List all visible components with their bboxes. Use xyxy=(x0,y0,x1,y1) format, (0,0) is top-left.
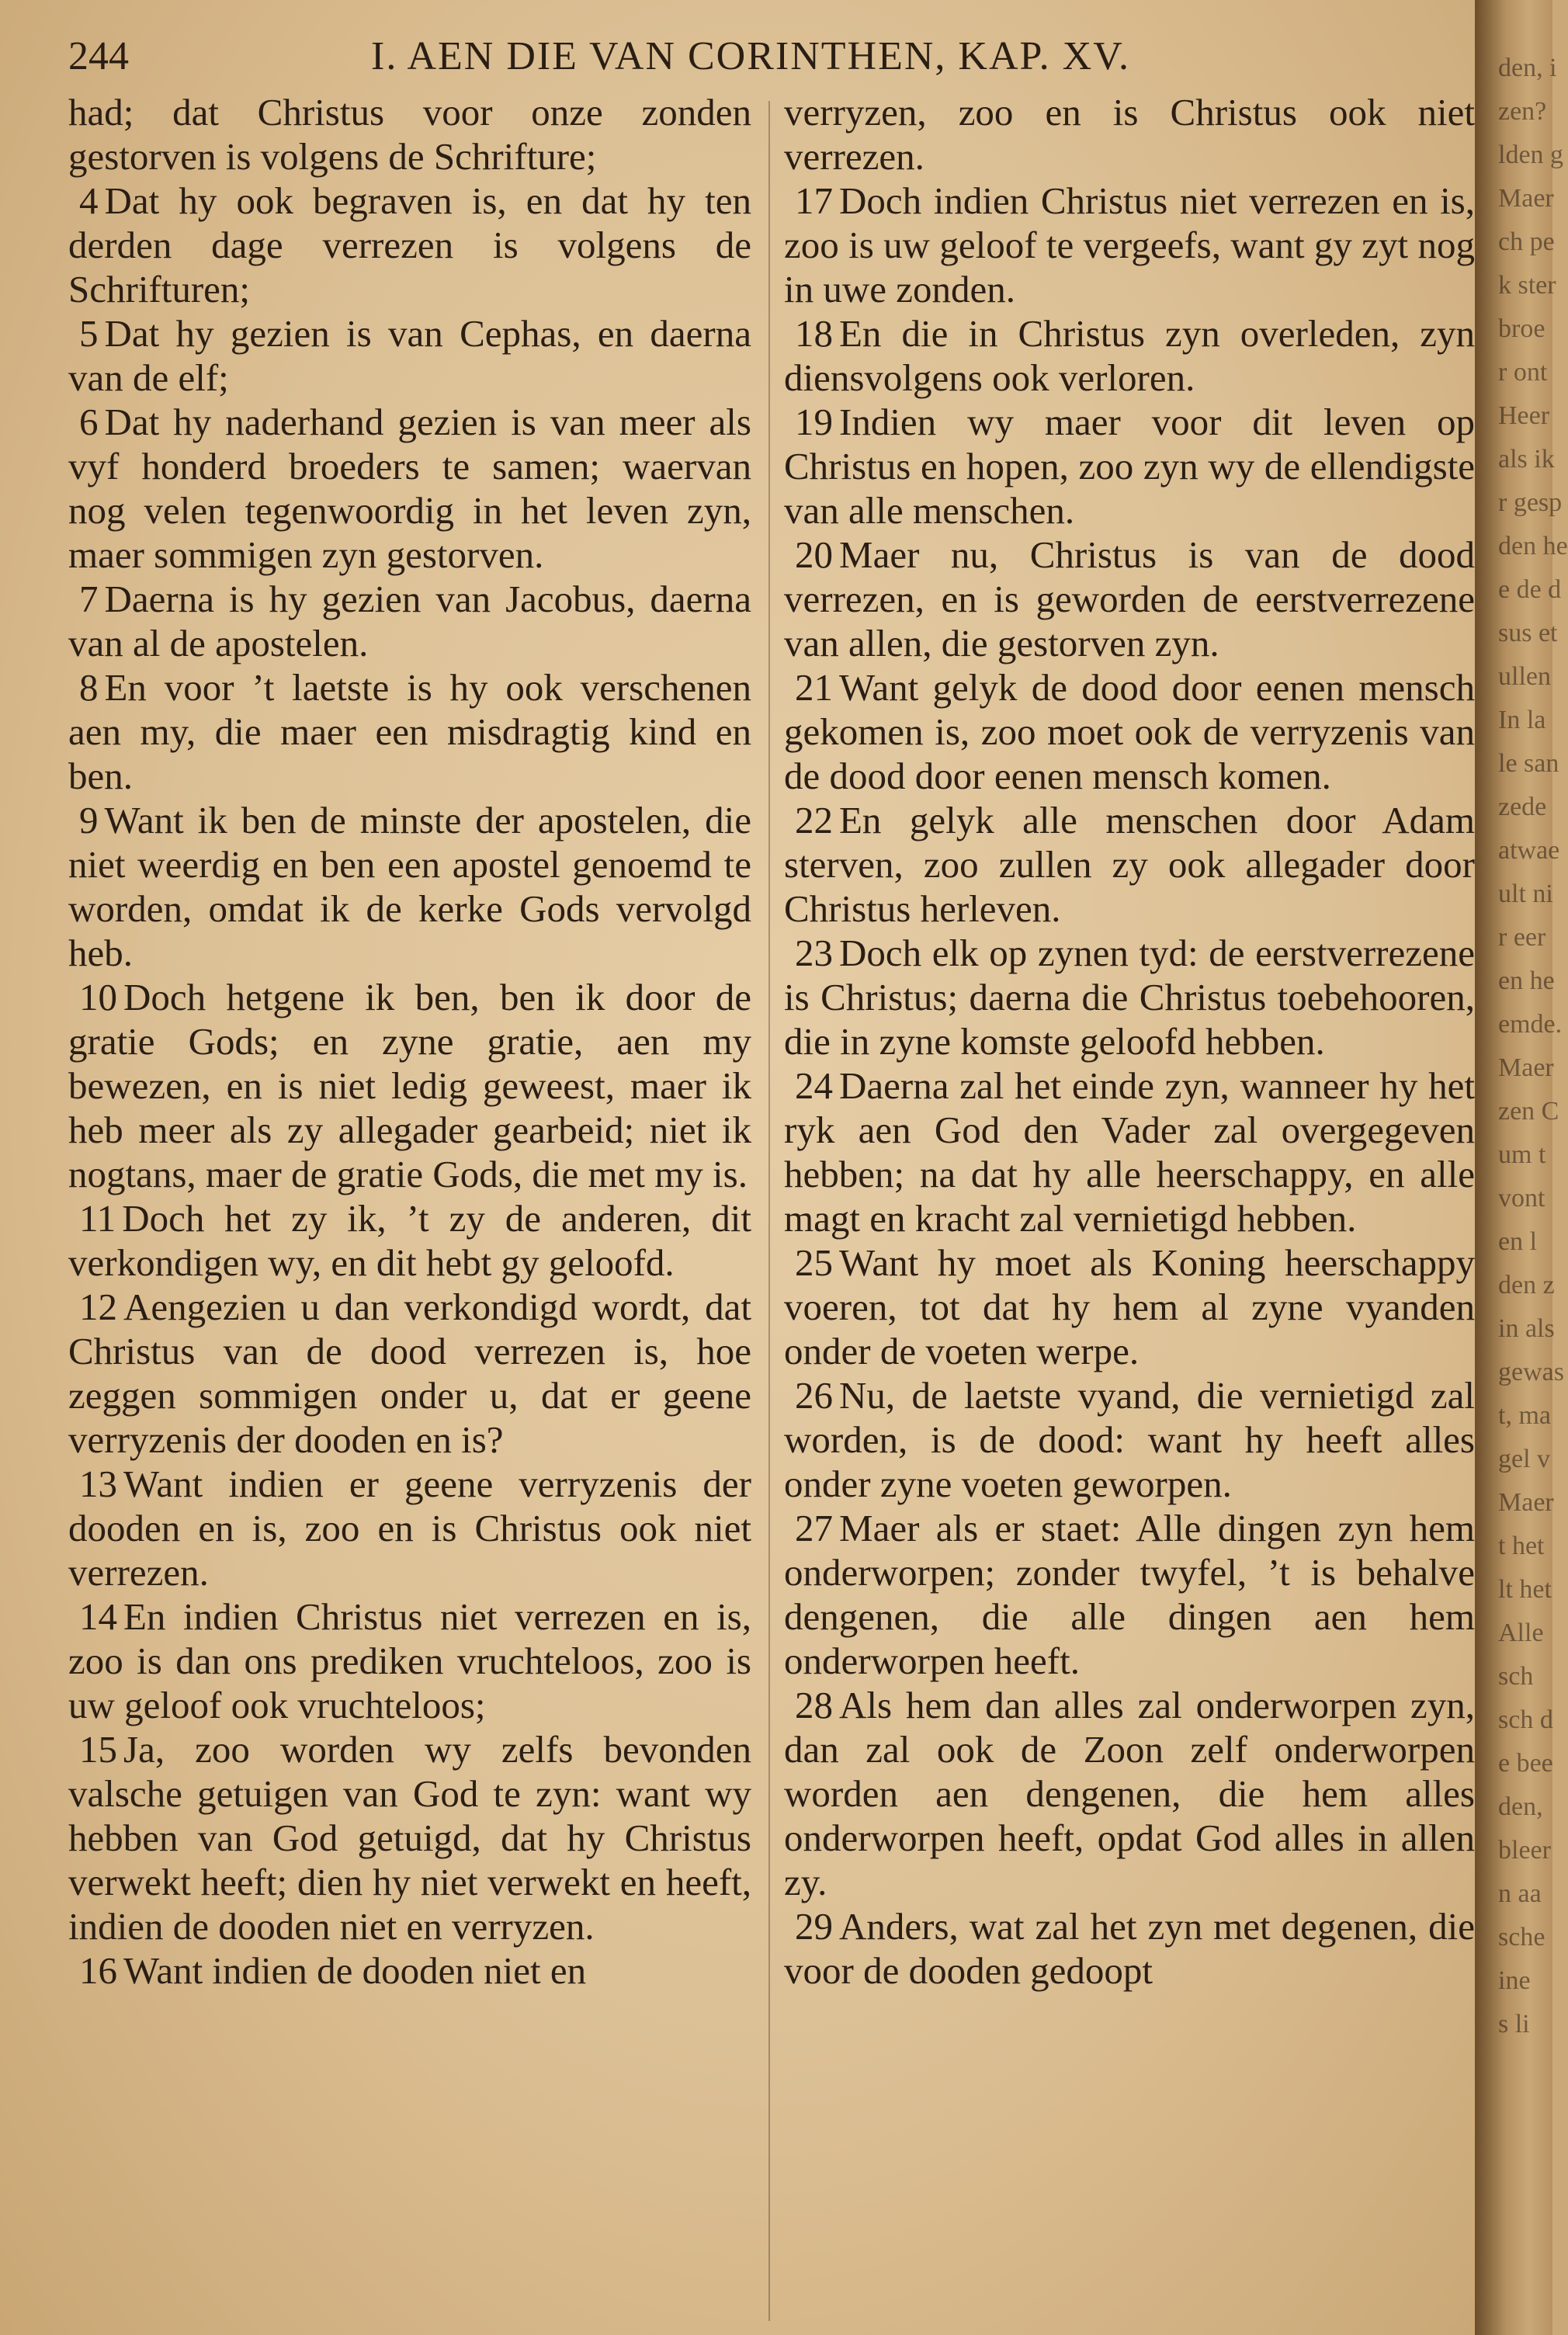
bleed-fragment: den he xyxy=(1498,532,1568,560)
verse-text: Ja, zoo worden wy zelfs bevonden valsche getuigen van God te zyn: want wy hebben van God getuigd, dat hy Christus verwekt heeft; dien hy niet verwekt en heeft, indien de dooden niet en verryzen. xyxy=(68,1728,751,1948)
verse xyxy=(68,975,751,1196)
verse xyxy=(784,1063,1475,1240)
verse-text: Daerna is hy gezien van Jacobus, daerna van al de apostelen. xyxy=(68,578,751,664)
verse-text: had; dat Christus voor onze zonden gestorven is volgens de Schrifture; xyxy=(68,91,751,178)
verse xyxy=(784,1683,1475,1904)
verse-number: 16 xyxy=(79,1949,117,1992)
verse-text: En voor ’t laetste is hy ook verschenen aen my, die maer een misdragtig kind en ben. xyxy=(68,666,751,797)
bleed-fragment: t, ma xyxy=(1498,1401,1551,1430)
bleed-fragment: den, i xyxy=(1498,54,1557,82)
bleed-fragment: n aa xyxy=(1498,1879,1542,1908)
verse-number: 22 xyxy=(795,799,833,841)
bleed-fragment: sus et xyxy=(1498,619,1558,647)
verse-text: En gelyk alle menschen door Adam sterven, zoo zullen zy ook allegader door Christus herleven. xyxy=(784,799,1475,930)
verse-text: Anders, wat zal het zyn met degenen, die voor de dooden gedoopt xyxy=(784,1905,1475,1992)
bleed-fragment: lden g xyxy=(1498,141,1564,169)
left-column xyxy=(68,90,751,1993)
verse-number: 26 xyxy=(795,1374,833,1417)
bleed-fragment: e bee xyxy=(1498,1749,1553,1778)
bleed-fragment: In la xyxy=(1498,706,1546,734)
bleed-fragment: en he xyxy=(1498,966,1555,995)
bleed-fragment: sch xyxy=(1498,1662,1534,1691)
bleed-fragment: bleer xyxy=(1498,1836,1551,1865)
verse-text: Want indien de dooden niet en xyxy=(123,1949,587,1992)
bleed-fragment: vont xyxy=(1498,1184,1545,1213)
verse xyxy=(784,1373,1475,1506)
bleed-fragment: r ont xyxy=(1498,358,1548,387)
verse-text: Daerna zal het einde zyn, wanneer hy het ryk aen God den Vader zal overgegeven hebben; na dat hy alle heerschappy, en alle magt en kracht zal vernietigd hebben. xyxy=(784,1064,1475,1240)
verse xyxy=(784,533,1475,665)
verse xyxy=(68,577,751,665)
verse-text: Doch het zy ik, ’t zy de anderen, dit verkondigen wy, en dit hebt gy geloofd. xyxy=(68,1197,751,1284)
verse-number: 6 xyxy=(79,401,99,443)
verse xyxy=(68,1462,751,1594)
verse-text: Maer nu, Christus is van de dood verrezen, en is geworden de eerstverrezene van allen, die gestorven zyn. xyxy=(784,533,1475,664)
bleed-fragment: ult ni xyxy=(1498,880,1553,908)
bleed-fragment: als ik xyxy=(1498,445,1555,474)
verse-text: Dat hy ook begraven is, en dat hy ten derden dage verrezen is volgens de Schrifturen; xyxy=(68,179,751,311)
verse xyxy=(784,311,1475,400)
bleed-fragment: sch d xyxy=(1498,1705,1553,1734)
bleed-fragment: den z xyxy=(1498,1271,1555,1299)
bleed-fragment: s li xyxy=(1498,2010,1530,2038)
verse xyxy=(784,931,1475,1063)
verse xyxy=(68,400,751,577)
bleed-fragment: lt het xyxy=(1498,1575,1552,1604)
page-header xyxy=(68,29,1473,84)
bleed-fragment: ullen xyxy=(1498,662,1551,691)
verse xyxy=(784,1240,1475,1373)
bleed-fragment: in als xyxy=(1498,1314,1555,1343)
verse-text: Als hem dan alles zal onderworpen zyn, dan zal ook de Zoon zelf onderworpen worden aen dengenen, die hem alles onderworpen heeft, opdat God alles in allen zy. xyxy=(784,1684,1475,1903)
verse xyxy=(68,1594,751,1727)
column-divider xyxy=(768,101,770,2321)
verse xyxy=(68,311,751,400)
verse-text: Want gelyk de dood door eenen mensch gekomen is, zoo moet ook de verryzenis van de dood door eenen mensch komen. xyxy=(784,666,1475,797)
verse-number: 17 xyxy=(795,179,833,222)
verse-number: 4 xyxy=(79,179,99,222)
verse xyxy=(784,90,1475,179)
verse-text: Doch indien Christus niet verrezen en is, zoo is uw geloof te vergeefs, want gy zyt nog in uwe zonden. xyxy=(784,179,1475,311)
verse-text: Dat hy gezien is van Cephas, en daerna van de elf; xyxy=(68,312,751,399)
verse xyxy=(784,1506,1475,1683)
verse-text: Nu, de laetste vyand, die vernietigd zal worden, is de dood: want hy heeft alles onder zyne voeten geworpen. xyxy=(784,1374,1475,1505)
verse xyxy=(68,1196,751,1285)
verse-text: En die in Christus zyn overleden, zyn diensvolgens ook verloren. xyxy=(784,312,1475,399)
verse-text: En indien Christus niet verrezen en is, zoo is dan ons prediken vruchteloos, zoo is uw geloof ook vruchteloos; xyxy=(68,1595,751,1726)
verse-number: 24 xyxy=(795,1064,833,1107)
verse-text: Doch elk op zynen tyd: de eerstverrezene is Christus; daerna die Christus toebehooren, die in zyne komste geloofd hebben. xyxy=(784,932,1475,1063)
verse xyxy=(68,1285,751,1462)
verse xyxy=(68,1948,751,1993)
verse-number: 19 xyxy=(795,401,833,443)
bleed-fragment: um t xyxy=(1498,1140,1546,1169)
verse-text: Indien wy maer voor dit leven op Christus en hopen, zoo zyn wy de ellendigste van alle menschen. xyxy=(784,401,1475,532)
bleed-fragment: gewas xyxy=(1498,1358,1564,1386)
verse xyxy=(784,798,1475,931)
bleed-fragment: Alle xyxy=(1498,1619,1544,1647)
bleed-fragment: emde. xyxy=(1498,1010,1563,1039)
verse-number: 25 xyxy=(795,1241,833,1284)
verse-number: 23 xyxy=(795,932,833,974)
bleed-fragment: zen? xyxy=(1498,97,1547,126)
bleed-fragment: den, xyxy=(1498,1792,1543,1821)
bleed-fragment: k ster xyxy=(1498,271,1556,300)
verse-number: 5 xyxy=(79,312,99,355)
bleed-fragment: en l xyxy=(1498,1227,1538,1256)
verse xyxy=(68,1727,751,1948)
bleed-fragment: zede xyxy=(1498,793,1547,821)
verse-number: 13 xyxy=(79,1462,117,1505)
verse-number: 7 xyxy=(79,578,99,620)
page-number: 244 xyxy=(68,34,129,78)
running-title: I. AEN DIE VAN CORINTHEN, KAP. XV. xyxy=(371,34,1131,78)
verse-text: Want ik ben de minste der apostelen, die niet weerdig en ben een apostel genoemd te worden, omdat ik de kerke Gods vervolgd heb. xyxy=(68,799,751,974)
verse-text: Dat hy naderhand gezien is van meer als vyf honderd broeders te samen; waervan nog velen tegenwoordig in het leven zyn, maer sommigen zyn gestorven. xyxy=(68,401,751,576)
verse-text: Maer als er staet: Alle dingen zyn hem onderworpen; zonder twyfel, ’t is behalve dengenen, die alle dingen aen hem onderworpen heeft. xyxy=(784,1507,1475,1682)
verse-text: Want hy moet als Koning heerschappy voeren, tot dat hy hem al zyne vyanden onder de voeten werpe. xyxy=(784,1241,1475,1372)
bleed-fragment: t het xyxy=(1498,1532,1545,1560)
verse-text: Aengezien u dan verkondigd wordt, dat Christus van de dood verrezen is, hoe zeggen sommigen onder u, dat er geene verryzenis der dooden en is? xyxy=(68,1285,751,1461)
bleed-fragment: gel v xyxy=(1498,1445,1551,1473)
bleed-fragment: e de d xyxy=(1498,575,1562,604)
verse xyxy=(784,400,1475,533)
bleed-fragment: Heer xyxy=(1498,401,1550,430)
verse xyxy=(68,90,751,179)
verse-number: 8 xyxy=(79,666,99,709)
verse xyxy=(68,179,751,311)
verse xyxy=(784,179,1475,311)
facing-page-bleed xyxy=(1498,47,1568,2298)
bleed-fragment: ine xyxy=(1498,1966,1531,1995)
verse xyxy=(784,665,1475,798)
verse-number: 10 xyxy=(79,976,117,1018)
bleed-fragment: broe xyxy=(1498,314,1545,343)
bleed-fragment: Maer xyxy=(1498,184,1554,213)
bleed-fragment: ch pe xyxy=(1498,227,1555,256)
verse-number: 15 xyxy=(79,1728,117,1771)
bleed-fragment: Maer xyxy=(1498,1488,1554,1517)
verse xyxy=(68,798,751,975)
bleed-fragment: r eer xyxy=(1498,923,1546,952)
right-column xyxy=(784,90,1475,1993)
verse-number: 29 xyxy=(795,1905,833,1948)
verse xyxy=(784,1904,1475,1993)
verse-number: 21 xyxy=(795,666,833,709)
verse-number: 9 xyxy=(79,799,99,841)
verse-number: 20 xyxy=(795,533,833,576)
verse-text: Want indien er geene verryzenis der dooden en is, zoo en is Christus ook niet verrezen. xyxy=(68,1462,751,1594)
bleed-fragment: le san xyxy=(1498,749,1559,778)
bleed-fragment: r gesp xyxy=(1498,488,1563,517)
bleed-fragment: Maer xyxy=(1498,1053,1554,1082)
bleed-fragment: sche xyxy=(1498,1923,1545,1952)
verse xyxy=(68,665,751,798)
verse-text: verryzen, zoo en is Christus ook niet verrezen. xyxy=(784,91,1475,178)
verse-text: Doch hetgene ik ben, ben ik door de gratie Gods; en zyne gratie, aen my bewezen, en is niet ledig geweest, maer ik heb meer als zy allegader gearbeid; niet ik nogtans, maer de gratie Gods, die met my is. xyxy=(68,976,751,1195)
verse-number: 18 xyxy=(795,312,833,355)
verse-number: 27 xyxy=(795,1507,833,1549)
verse-number: 12 xyxy=(79,1285,117,1328)
bleed-fragment: zen C xyxy=(1498,1097,1559,1126)
verse-number: 28 xyxy=(795,1684,833,1726)
verse-number: 11 xyxy=(79,1197,116,1240)
bleed-fragment: atwae xyxy=(1498,836,1560,865)
verse-number: 14 xyxy=(79,1595,117,1638)
